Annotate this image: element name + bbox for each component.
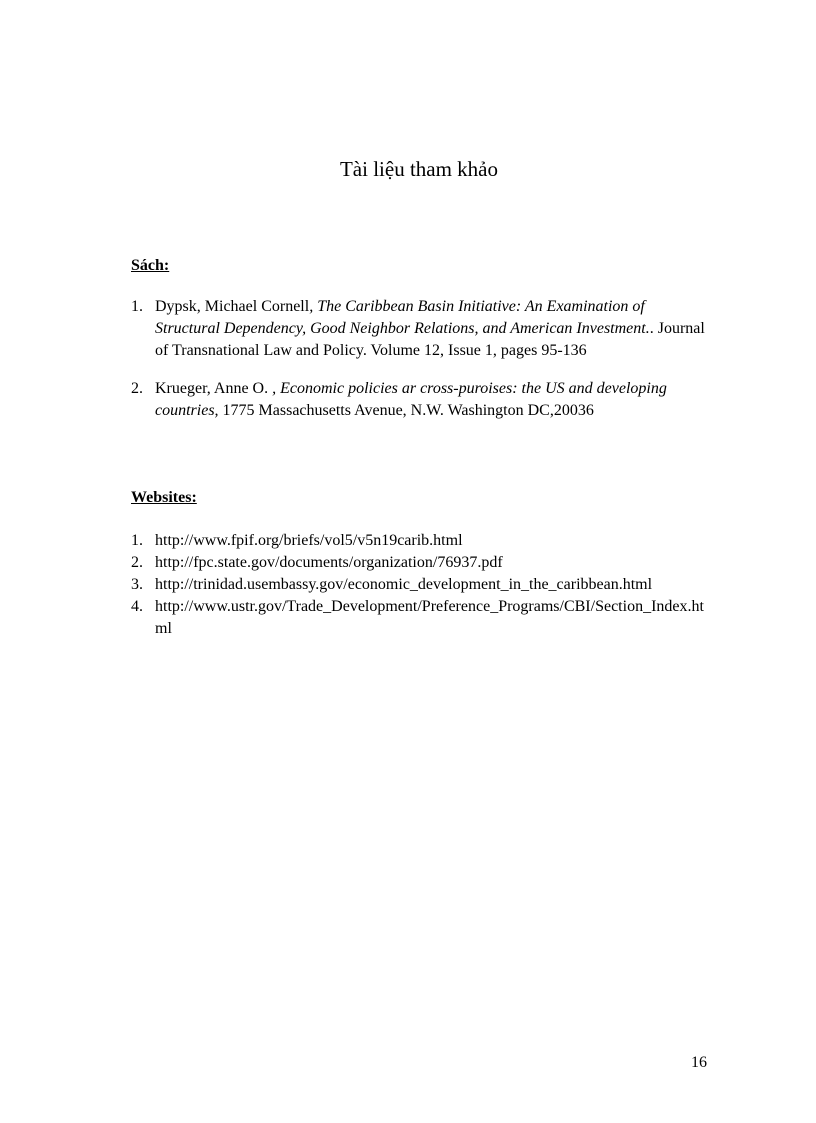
website-url-link[interactable]: http://www.fpif.org/briefs/vol5/v5n19carib.html [155,532,463,549]
website-url-link[interactable]: http://www.ustr.gov/Trade_Development/Preference_Programs/CBI/Section_Index.html [155,598,704,637]
website-item-number: 1. [131,532,143,549]
book-title: , The Caribbean Basin Initiative: An Examination of Structural Dependency, Good Neighbor Relations, and American Investment. [155,298,650,337]
book-item-number: 1. [131,298,143,315]
book-publication: . Journal of Transnational Law and Policy. Volume 12, Issue 1, pages 95-136 [155,320,705,359]
book-item-number: 2. [131,380,143,397]
website-url-link[interactable]: http://trinidad.usembassy.gov/economic_development_in_the_caribbean.html [155,576,653,593]
website-item [131,552,706,574]
book-authors: Krueger, Anne O. [155,380,273,397]
book-item [131,296,706,362]
books-list [131,296,706,422]
websites-heading: Websites: [131,489,197,506]
website-item-number: 3. [131,576,143,593]
book-authors: Dypsk, Michael Cornell [155,298,310,315]
website-item [131,596,706,640]
books-heading: Sách: [131,257,170,274]
websites-list [131,530,706,640]
website-item [131,530,706,552]
page-number: 16 [691,1054,707,1071]
website-item [131,574,706,596]
website-url-link[interactable]: http://fpc.state.gov/documents/organization/76937.pdf [155,554,503,571]
book-title: , Economic policies ar cross-puroises: the US and developing countries, [155,380,667,419]
website-item-number: 2. [131,554,143,571]
website-item-number: 4. [131,598,143,615]
page-title: Tài liệu tham khảo [339,157,499,181]
book-item [131,378,706,422]
book-publication: 1775 Massachusetts Avenue, N.W. Washington DC,20036 [218,402,594,419]
